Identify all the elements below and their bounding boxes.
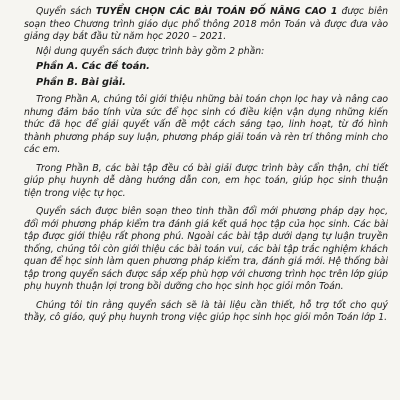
paragraph-method: Quyển sách được biên soạn theo tinh thần đổi mới phương pháp dạy học, đổi mới phương pháp kiểm tra đánh giá kết quả học tập của học sinh. Các bài tập được giới thiệu rất phong phú. Ngoài các bài tập dưới dạng tự luận truyền thống, chúng tôi còn giới thiệu các bài toán vui, các bài tập trắc nghiệm khách quan để học sinh làm quen phương pháp kiểm tra, đánh giá mới. Hệ thống bài tập trong quyển sách được sắp xếp phù hợp với chương trình học trên lớp giúp phụ huynh thuận lợi trong bồi dưỡng cho học sinh học giỏi môn Toán. <box>24 206 388 292</box>
paragraph-part-b: Trong Phần B, các bài tập đều có bài giải được trình bày cẩn thận, chi tiết giúp phụ huynh dễ dàng hướng dẫn con, em học toán, giúp học sinh thuận tiện trong việc tự học. <box>24 162 388 199</box>
intro-pre-text: Quyển sách <box>36 6 96 17</box>
book-preface-page <box>24 6 388 331</box>
paragraph-part-a: Trong Phần A, chúng tôi giới thiệu những bài toán chọn lọc hay và nâng cao nhưng đảm bảo tính vừa sức để học sinh có điều kiện vận dụng những kiến thức đã học để giải quyết vấn đề một cách sáng tạo, linh hoạt, từ đó hình thành phương pháp suy luận, phương pháp giải toán và rèn trí thông minh cho các em. <box>24 94 388 155</box>
book-title: TUYỂN CHỌN CÁC BÀI TOÁN ĐỐ NÂNG CAO 1 <box>95 6 338 17</box>
intro-paragraph <box>24 6 388 44</box>
part-b-label: Phần B. Bài giải. <box>36 77 126 88</box>
part-a-label: Phần A. Các đề toán. <box>36 61 150 72</box>
intro-post-text: được biên soạn theo Chương trình giáo dục phổ thông 2018 môn Toán và được đưa vào giảng dạy bắt đầu từ năm học 2020 – 2021. <box>24 6 388 42</box>
contents-intro: Nội dung quyển sách được trình bày gồm 2 phần: <box>36 45 265 57</box>
paragraph-closing: Chúng tôi tin rằng quyển sách sẽ là tài liệu cần thiết, hỗ trợ tốt cho quý thầy, cô giáo, quý phụ huynh trong việc giúp học sinh học giỏi môn Toán lớp 1. <box>24 299 388 323</box>
